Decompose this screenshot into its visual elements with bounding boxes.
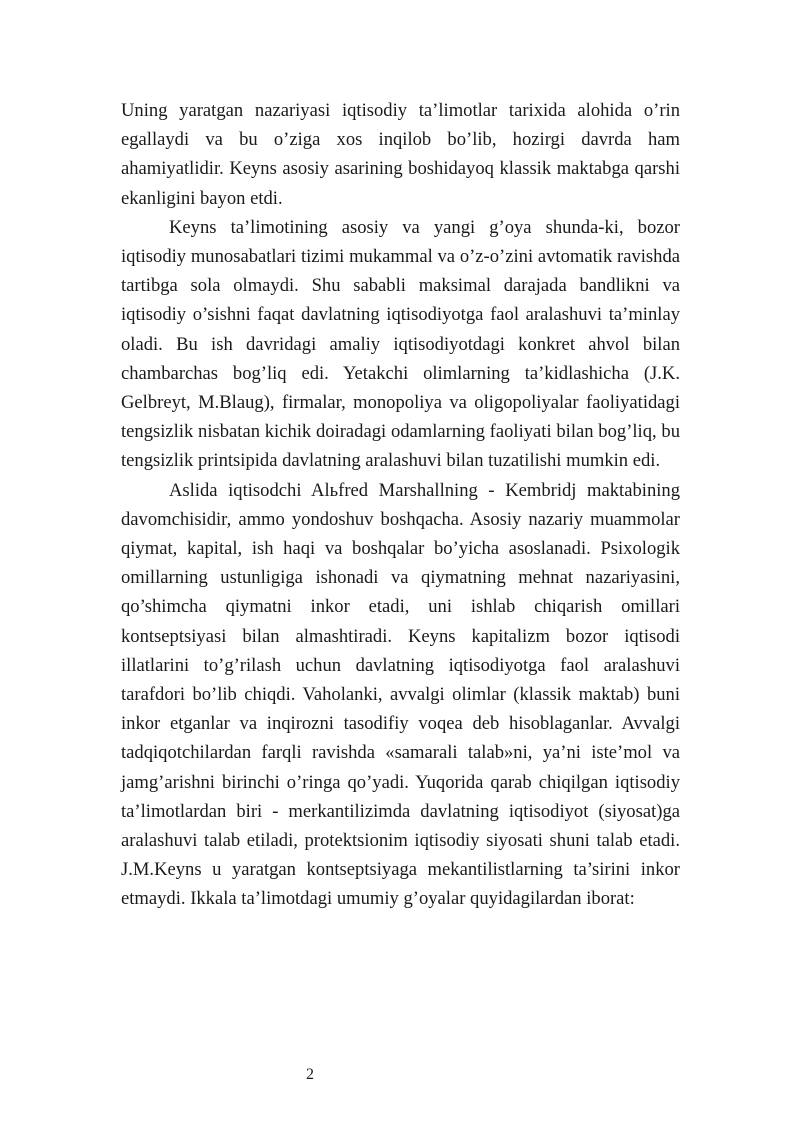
body-text xyxy=(121,96,680,914)
paragraph-1: Uning yaratgan nazariyasi iqtisodiy ta’limotlar tarixida alohida o’rin egallaydi va bu o’ziga xos inqilob bo’lib, hozirgi davrda ham ahamiyatlidir. Keyns asosiy asarining boshidayoq klassik maktabga qarshi ekanligini bayon etdi. xyxy=(121,100,680,209)
paragraph-3: Aslida iqtisodchi Alьfred Marshallning - Kembridj maktabining davomchisidir, ammo yondoshuv boshqacha. Asosiy nazariy muammolar qiymat, kapital, ish haqi va boshqalar bo’yicha asoslanadi. Psixologik omillarning ustunligiga ishonadi va qiymatning mehnat nazariyasini, qo’shimcha qiymatni inkor etadi, uni ishlab chiqarish omillari kontseptsiyasi bilan almashtiradi. Keyns kapitalizm bozor iqtisodi illatlarini to’g’rilash uchun davlatning iqtisodiyotga faol aralashuvi tarafdori bo’lib chiqdi. Vaholanki, avvalgi olimlar (klassik maktab) buni inkor etganlar va inqirozni tasodifiy voqea deb hisoblaganlar. Avvalgi tadqiqotchilardan farqli ravishda «samarali talab»ni, ya’ni iste’mol va jamg’arishni birinchi o’ringa qo’yadi. Yuqorida qarab chiqilgan iqtisodiy ta’limotlardan biri - merkantilizimda davlatning iqtisodiyot (siyosat)ga aralashuvi talab etiladi, protektsionim iqtisodiy siyosati shuni talab etadi. J.M.Keyns u yaratgan kontseptsiyaga mekantilistlarning ta’sirini inkor etmaydi. Ikkala ta’limotdagi umumiy g’oyalar quyidagilardan iborat: xyxy=(121,479,680,910)
page-number: 2 xyxy=(306,1066,314,1083)
paragraph-2: Keyns ta’limotining asosiy va yangi g’oya shunda-ki, bozor iqtisodiy munosabatlari tizimi mukammal va o’z-o’zini avtomatik ravishda tartibga sola olmaydi. Shu sababli maksimal darajada bandlikni va iqtisodiy o’sishni faqat davlatning iqtisodiyotga faol aralashuvi ta’minlay oladi. Bu ish davridagi amaliy iqtisodiyotdagi konkret ahvol bilan chambarchas bog’liq edi. Yetakchi olimlarning ta’kidlashicha (J.K. Gelbreyt, M.Blaug), firmalar, monopoliya va oligopoliyalar faoliyatidagi tengsizlik nisbatan kichik doiradagi odamlarning faoliyati bilan bog’liq, bu tengsizlik printsipida davlatning aralashuvi bilan tuzatilishi mumkin edi. xyxy=(121,216,680,472)
